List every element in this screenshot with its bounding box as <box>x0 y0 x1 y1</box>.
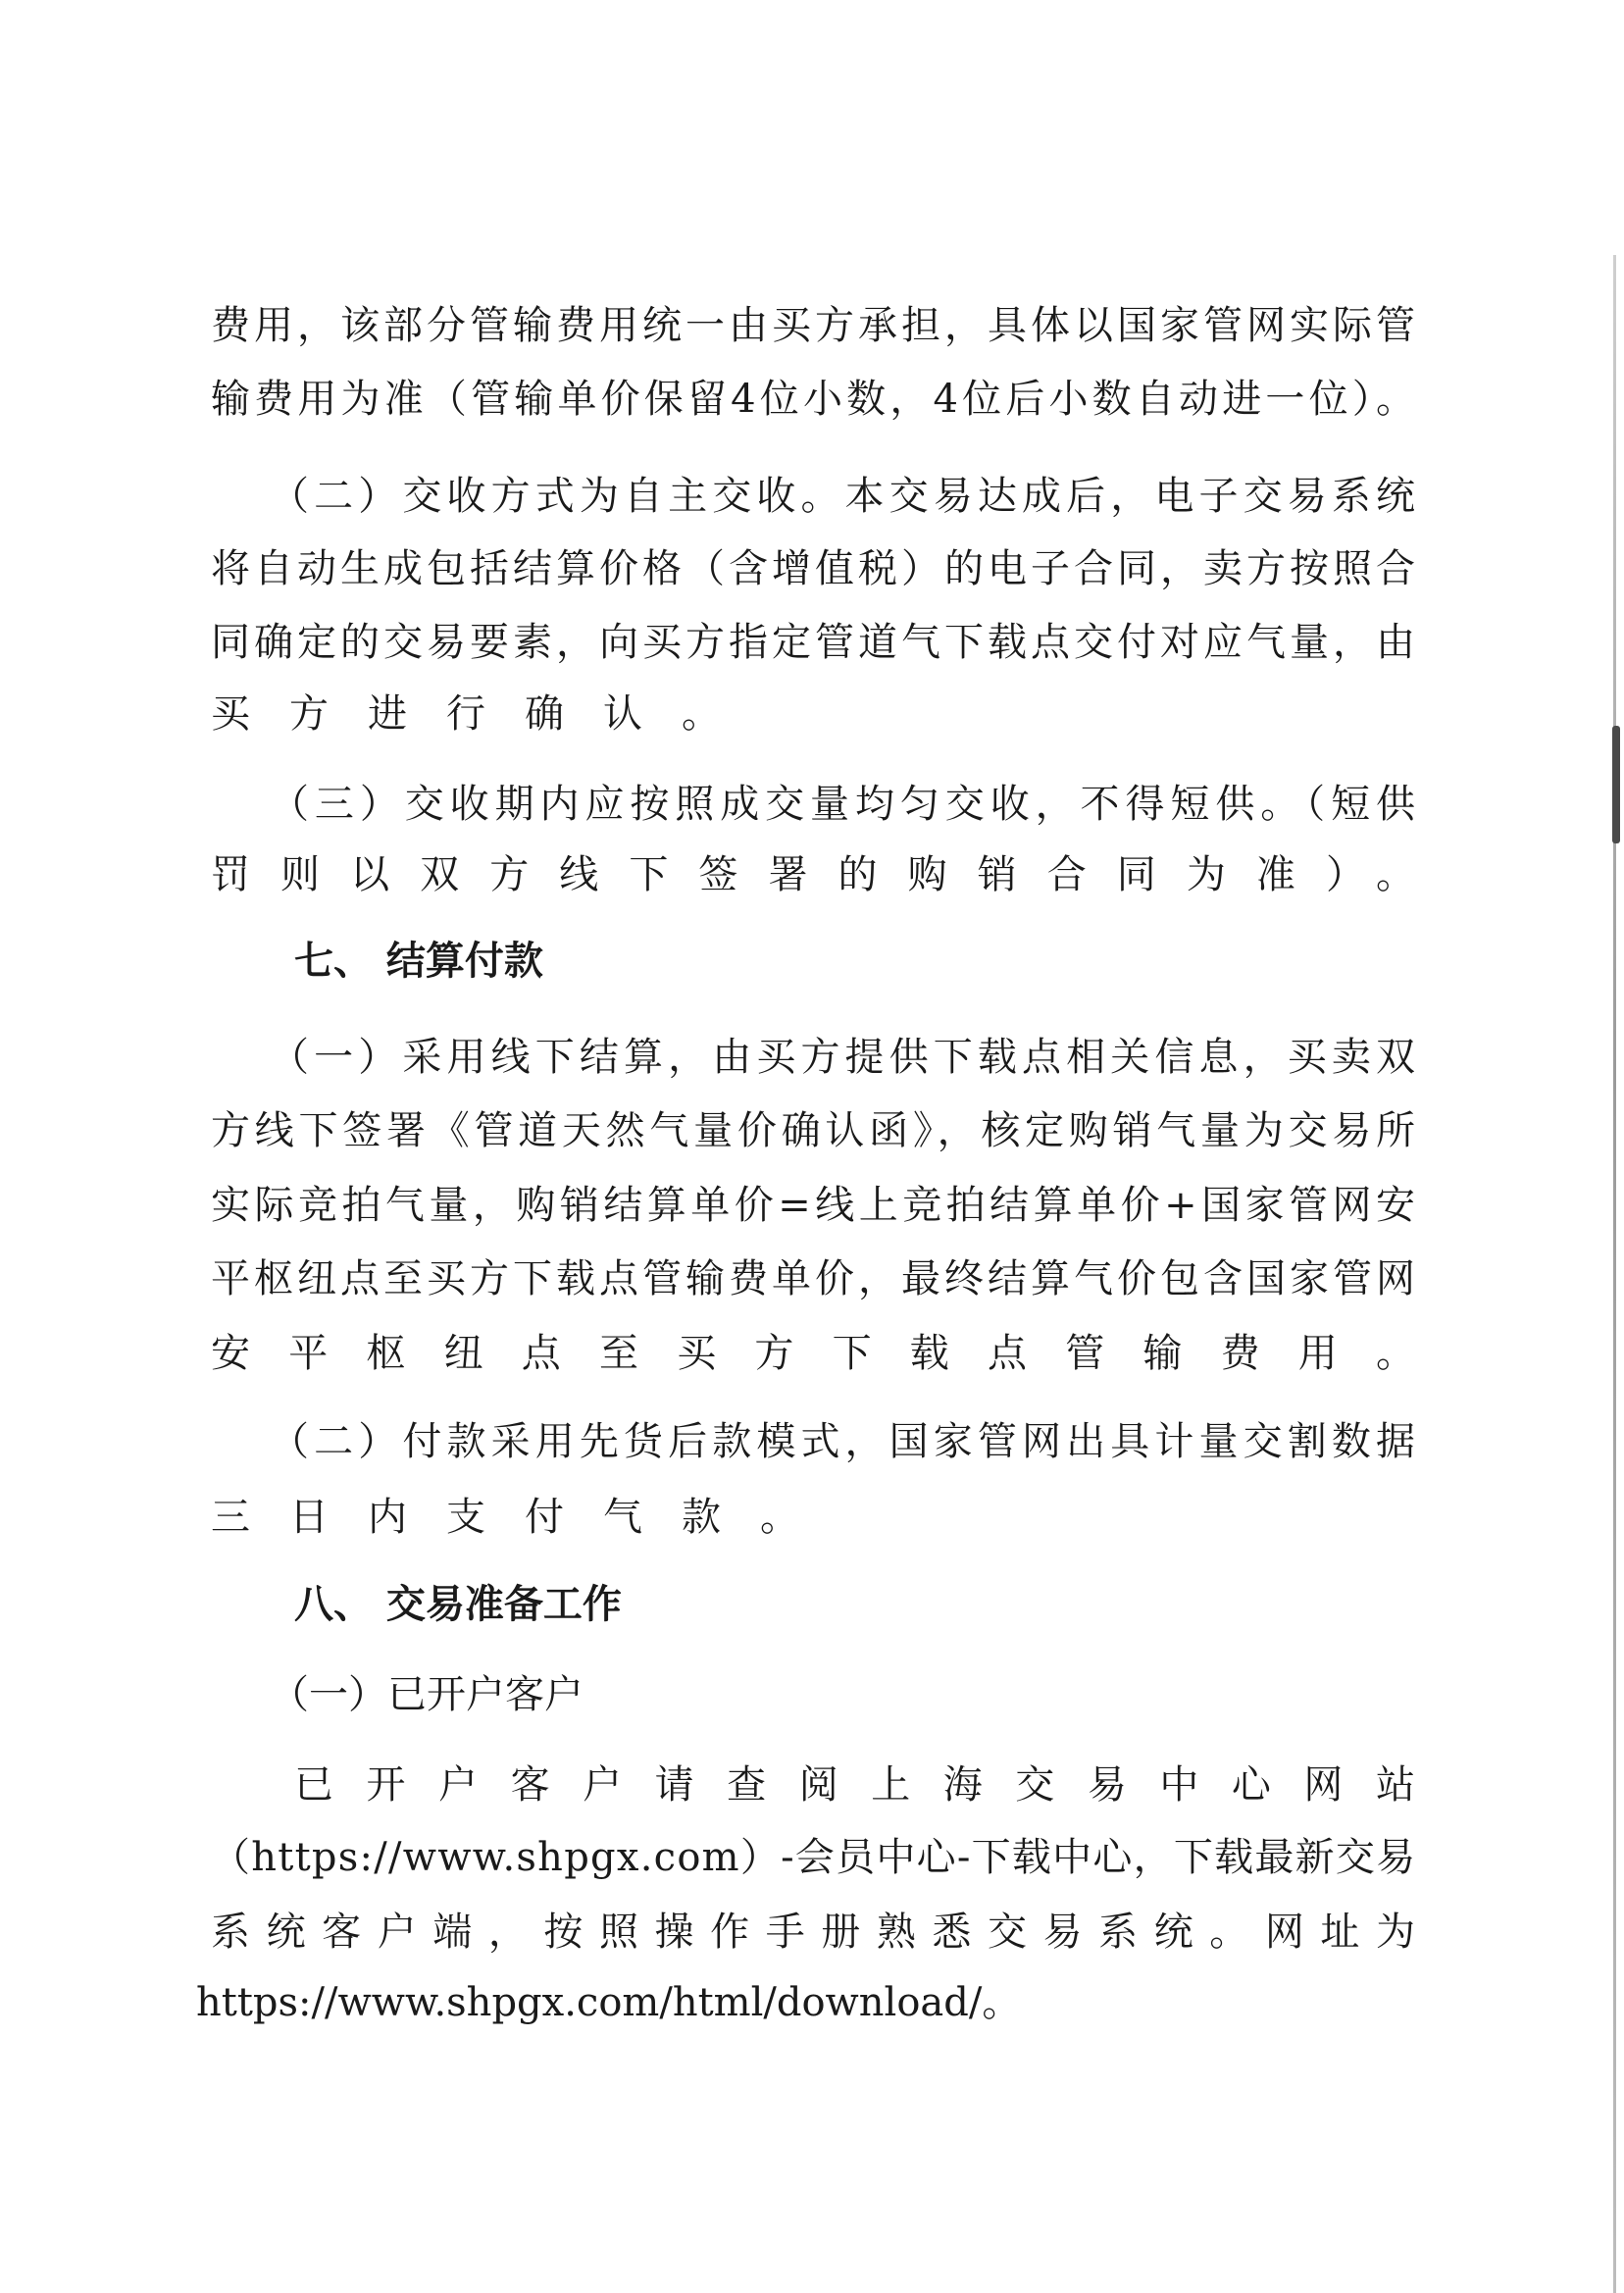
paragraph-line: https://www.shpgx.com/html/download/。 <box>196 1980 1022 2025</box>
paragraph-line: 罚则以双方线下签署的购销合同为准）。 <box>211 852 1446 897</box>
paragraph-line: 平枢纽点至买方下载点管输费单价，最终结算气价包含国家管网 <box>211 1256 1419 1301</box>
paragraph-line: 买方进行确认。 <box>211 691 760 737</box>
paragraph-line: 将自动生成包括结算价格（含增值税）的电子合同，卖方按照合 <box>211 546 1419 591</box>
paragraph-line: 输费用为准（管输单价保留4位小数，4位后小数自动进一位）。 <box>211 377 1420 422</box>
paragraph-line: （https://www.shpgx.com）-会员中心-下载中心，下载最新交易 <box>211 1835 1417 1880</box>
scan-edge-blot <box>1612 726 1620 843</box>
paragraph-line: 同确定的交易要素，向买方指定管道气下载点交付对应气量，由 <box>211 620 1419 665</box>
subsection-heading: （一）已开户客户 <box>270 1672 584 1717</box>
paragraph-line: 安平枢纽点至买方下载点管输费用。 <box>211 1331 1454 1376</box>
paragraph-line: 方线下签署《管道天然气量价确认函》，核定购销气量为交易所 <box>211 1108 1420 1153</box>
section-heading: 七、 结算付款 <box>294 939 543 984</box>
paragraph-line: 已开户客户请查阅上海交易中心网站 <box>294 1762 1448 1808</box>
section-heading: 八、 交易准备工作 <box>294 1582 622 1627</box>
paragraph-line: 实际竞拍气量，购销结算单价=线上竞拍结算单价+国家管网安 <box>211 1183 1420 1228</box>
paragraph-line: （三）交收期内应按照成交量均匀交收，不得短供。（短供 <box>270 782 1421 827</box>
scan-edge-mark <box>1613 255 1616 2293</box>
paragraph-line: （一）采用线下结算，由买方提供下载点相关信息，买卖双 <box>270 1035 1421 1080</box>
paragraph-line: 系统客户端，按照操作手册熟悉交易系统。网址为 <box>211 1910 1432 1955</box>
paragraph-line: 三日内支付气款。 <box>211 1495 838 1540</box>
paragraph-line: 费用，该部分管输费用统一由买方承担，具体以国家管网实际管 <box>211 303 1419 348</box>
paragraph-line: （二）付款采用先货后款模式，国家管网出具计量交割数据 <box>270 1419 1421 1464</box>
paragraph-line: （二）交收方式为自主交收。本交易达成后，电子交易系统 <box>270 474 1421 519</box>
